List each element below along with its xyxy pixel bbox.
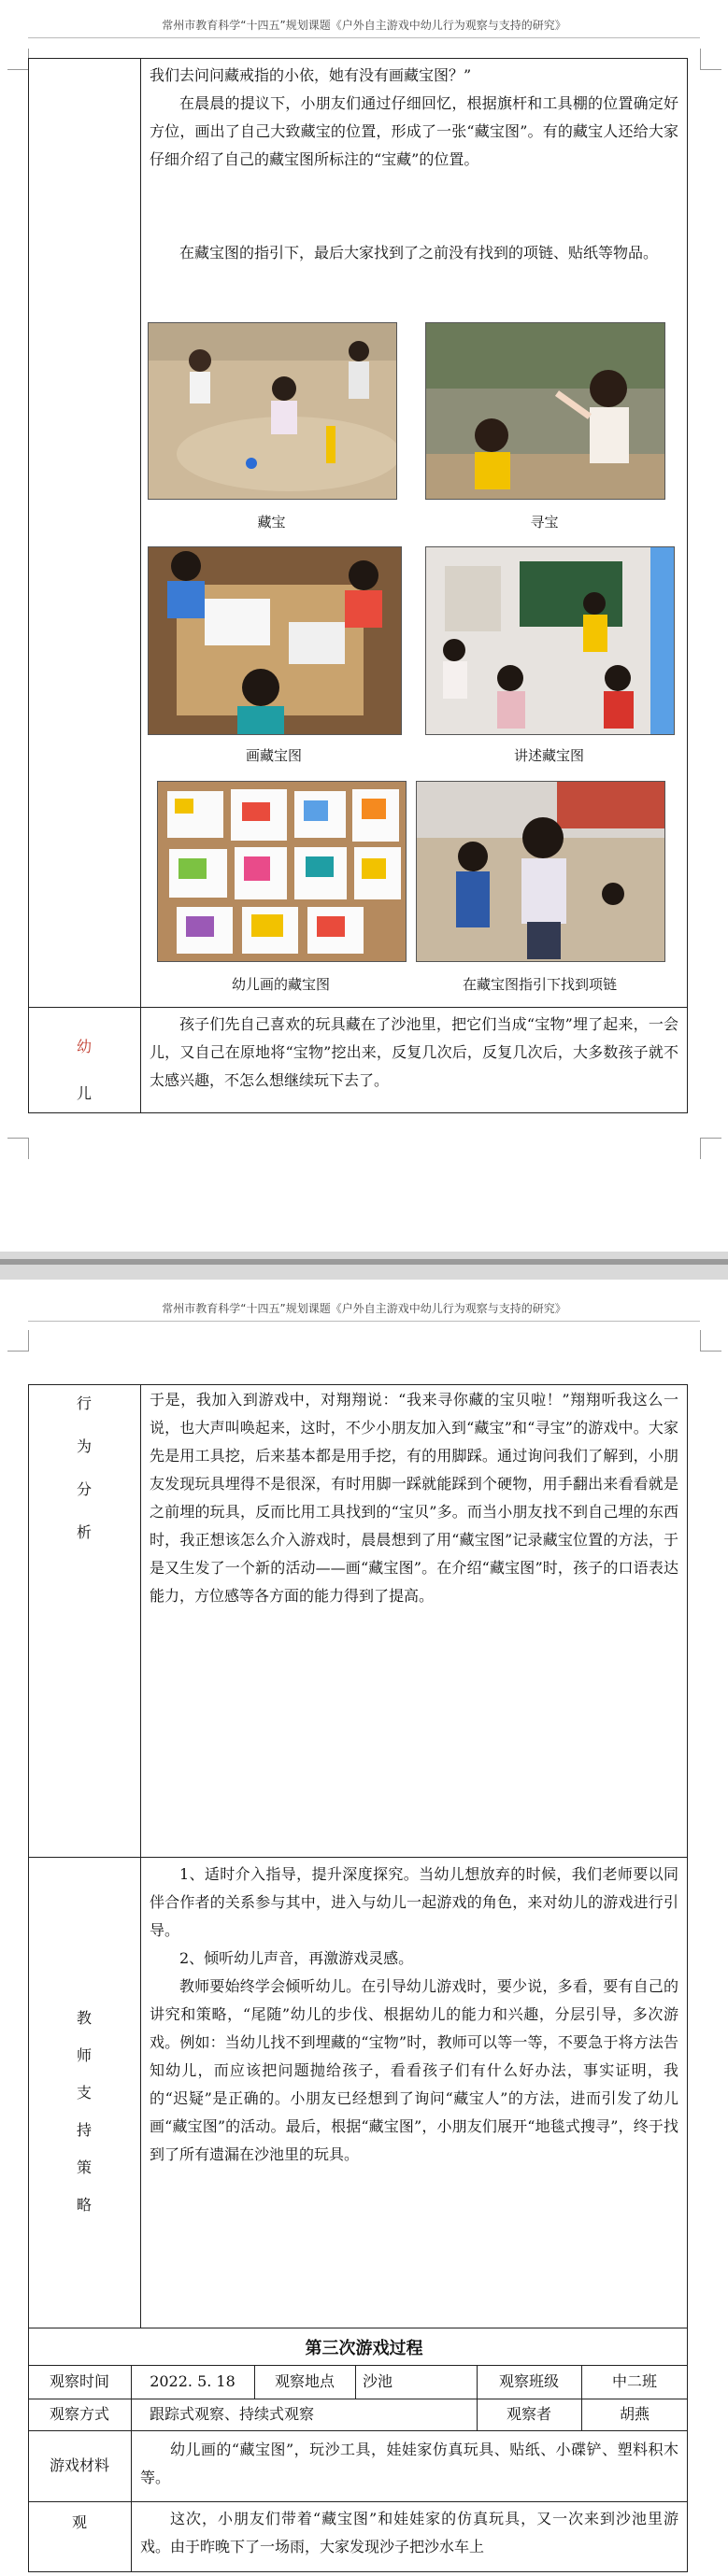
observation-time-label: 观察时间 xyxy=(49,2372,109,2390)
presenting-map-image xyxy=(426,547,674,734)
row-label-char: 策 xyxy=(76,2158,92,2176)
column-divider xyxy=(140,1384,141,1857)
photo-children-maps xyxy=(157,781,407,962)
row-divider xyxy=(28,2501,688,2502)
observation-place-value: 沙池 xyxy=(363,2372,393,2390)
crop-mark xyxy=(7,49,29,70)
paragraph: 孩子们先自己喜欢的玩具藏在了沙池里，把它们当成“宝物”埋了起来，一会儿，又自己在原地将“宝物”挖出来，反复几次后，反复几次后，大多数孩子就不太感兴趣，不怎么想继续玩下去了。 xyxy=(150,1015,678,1089)
paragraph: 在藏宝图的指引下，最后大家找到了之前没有找到的项链、贴纸等物品。 xyxy=(179,244,659,262)
observer-value: 胡燕 xyxy=(619,2405,649,2423)
page-separator xyxy=(0,1252,728,1280)
sand-play-image xyxy=(149,323,396,499)
column-divider xyxy=(140,1857,141,2328)
photo-caption: 藏宝 xyxy=(257,514,286,531)
row-label-char: 教 xyxy=(76,2009,92,2027)
row-label-char: 儿 xyxy=(76,1084,92,1102)
row-divider xyxy=(28,1007,688,1008)
photo-caption: 讲述藏宝图 xyxy=(513,747,584,764)
paragraph: 我们去问问藏戒指的小依，她有没有画藏宝图？” xyxy=(150,66,472,84)
observation-class-value: 中二班 xyxy=(611,2372,657,2390)
column-divider xyxy=(131,2430,132,2501)
photo-drawing-map xyxy=(148,546,402,735)
row-label-char: 行 xyxy=(76,1394,92,1412)
document-page-1 xyxy=(0,0,728,1252)
observation-time-value: 2022. 5. 18 xyxy=(150,2372,236,2390)
row-divider xyxy=(28,2430,688,2431)
page-header: 常州市教育科学“十四五”规划课题《户外自主游戏中幼儿行为观察与支持的研究》 xyxy=(162,1302,566,1315)
page-header: 常州市教育科学“十四五”规划课题《户外自主游戏中幼儿行为观察与支持的研究》 xyxy=(162,19,566,32)
row-label-char: 观 xyxy=(71,2513,87,2531)
drawing-map-image xyxy=(149,547,401,734)
row-label-char: 分 xyxy=(76,1480,92,1498)
crop-mark xyxy=(700,49,721,70)
crop-mark xyxy=(7,1138,29,1159)
game-material-value: 幼儿画的“藏宝图”，玩沙工具，娃娃家仿真玩具、贴纸、小碟铲、塑料积木等。 xyxy=(140,2441,678,2486)
row-divider xyxy=(28,1857,688,1858)
paragraph: 1、适时介入指导，提升深度探究。当幼儿想放弃的时候，我们老师要以同伴合作者的关系参与其中，进入与幼儿一起游戏的角色，来对幼儿的游戏进行引导。 xyxy=(150,1865,678,1939)
document-page-2 xyxy=(0,1280,728,2576)
column-divider xyxy=(131,2399,132,2430)
observation-place-label: 观察地点 xyxy=(274,2372,335,2390)
photo-presenting-map xyxy=(425,546,675,735)
found-necklace-image xyxy=(417,782,664,961)
children-maps-image xyxy=(158,782,406,961)
row-label-char: 析 xyxy=(76,1523,92,1541)
photo-caption: 在藏宝图指引下找到项链 xyxy=(462,976,617,993)
column-divider xyxy=(131,2501,132,2572)
paragraph: 2、倾听幼儿声音，再激游戏灵感。 xyxy=(179,1949,414,1967)
row-label-char: 幼 xyxy=(76,1038,92,1055)
treasure-hunt-image xyxy=(426,323,664,499)
photo-seeking-treasure xyxy=(425,322,665,500)
crop-mark xyxy=(700,1330,721,1352)
observation-method-value: 跟踪式观察、持续式观察 xyxy=(150,2405,315,2423)
paragraph: 这次，小朋友们带着“藏宝图”和娃娃家的仿真玩具，又一次来到沙池里游戏。由于昨晚下了一场雨，大家发现沙子把沙水车上 xyxy=(140,2510,678,2555)
crop-mark xyxy=(700,1138,721,1159)
header-rule xyxy=(28,37,700,38)
header-rule xyxy=(28,1321,700,1322)
paragraph: 在晨晨的提议下，小朋友们通过仔细回忆，根据旗杆和工具棚的位置确定好方位，画出了自己大致藏宝的位置，形成了一张“藏宝图”。有的藏宝人还给大家仔细介绍了自己的藏宝图所标注的“宝藏”的位置。 xyxy=(150,94,678,168)
page-separator-strip xyxy=(0,1259,728,1265)
photo-caption: 幼儿画的藏宝图 xyxy=(231,976,330,993)
game-material-label: 游戏材料 xyxy=(49,2456,109,2474)
row-label-char: 为 xyxy=(76,1437,92,1455)
row-label-char: 略 xyxy=(76,2196,92,2214)
crop-mark xyxy=(7,1330,29,1352)
photo-hiding-treasure xyxy=(148,322,397,500)
row-label-char: 师 xyxy=(76,2046,92,2064)
paragraph: 于是，我加入到游戏中，对翔翔说：“我来寻你藏的宝贝啦！”翔翔听我这么一说，也大声叫唤起来，这时，不少小朋友加入到“藏宝”和“寻宝”的游戏中。大家先是用工具挖，后来基本都是用手挖，有的用脚踩。通过询问我们了解到，小朋友发现玩具埋得不是很深，有时用脚一踩就能踩到个硬物，用手翻出来看看就是之前埋的玩具，反而比用工具找到的“宝贝”多。而当小朋友找不到自己埋的东西时，我正想该怎么介入游戏时，晨晨想到了用“藏宝图”记录藏宝位置的方法，于是又生发了一个新的活动——画“藏宝图”。在介绍“藏宝图”时，孩子的口语表达能力，方位感等各方面的能力得到了提高。 xyxy=(150,1391,678,1605)
row-label-char: 支 xyxy=(76,2084,92,2102)
photo-caption: 寻宝 xyxy=(530,514,559,531)
section-title: 第三次游戏过程 xyxy=(305,2339,423,2358)
observation-method-label: 观察方式 xyxy=(49,2405,109,2423)
photo-found-necklace xyxy=(416,781,665,962)
column-divider xyxy=(140,58,141,1113)
photo-caption: 画藏宝图 xyxy=(245,747,302,764)
observation-class-label: 观察班级 xyxy=(498,2372,559,2390)
row-divider xyxy=(28,2365,688,2366)
observer-label: 观察者 xyxy=(506,2405,551,2423)
paragraph: 教师要始终学会倾听幼儿。在引导幼儿游戏时，要少说，多看，要有自己的讲究和策略，“尾随”幼儿的步伐、根据幼儿的能力和兴趣，分层引导，多次游戏。例如：当幼儿找不到埋藏的“宝物”时，教师可以等一等，不要急于将方法告知幼儿，而应该把问题抛给孩子，看看孩子们有什么好办法，事实证明，我的“迟疑”是正确的。小朋友已经想到了询问“藏宝人”的方法，进而引发了幼儿画“藏宝图”的活动。最后，根据“藏宝图”，小朋友们展开“地毯式搜寻”，终于找到了所有遗漏在沙池里的玩具。 xyxy=(150,1977,678,2163)
row-label-char: 持 xyxy=(76,2121,92,2139)
